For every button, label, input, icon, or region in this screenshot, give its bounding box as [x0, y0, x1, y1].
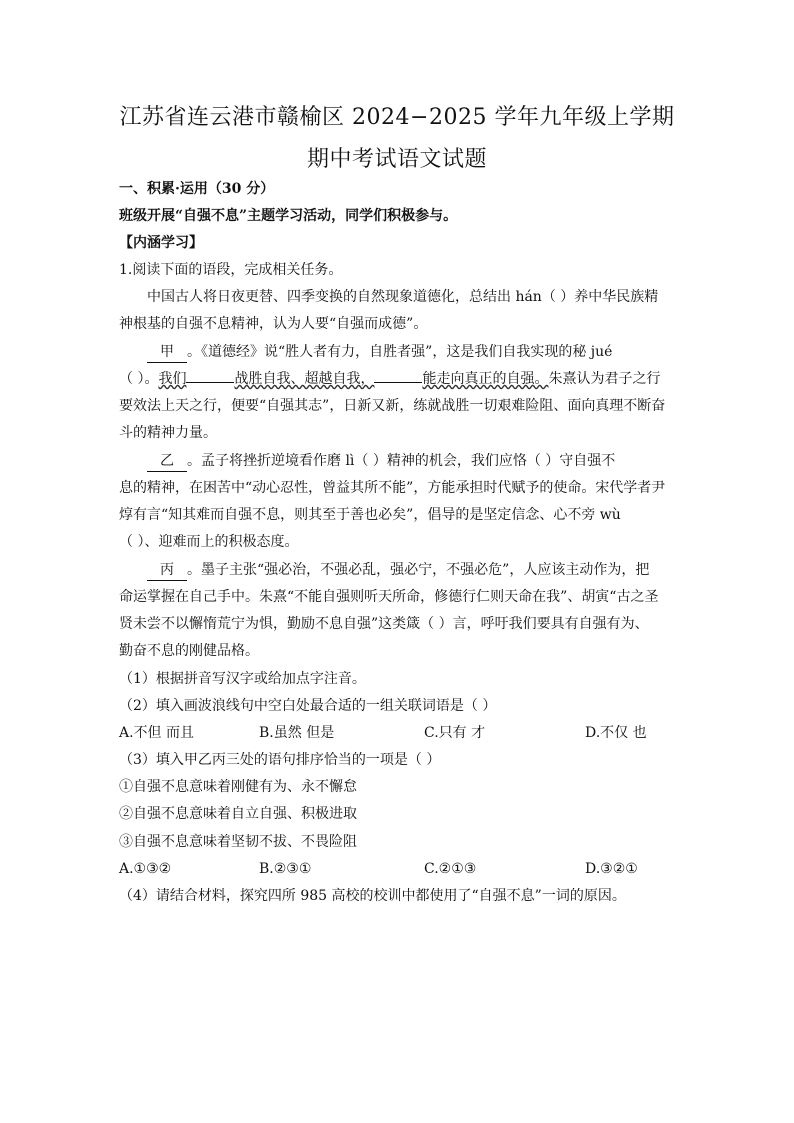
sub2-option-d[interactable]: D.不仅 也 [585, 725, 647, 741]
blank-jia[interactable]: 甲 [147, 342, 187, 363]
passage-p2-line1: 甲 。《道德经》说“胜人者有力，自胜者强”，这是我们自我实现的秘 jué [147, 342, 612, 363]
passage-p4-line2: 命运掌握在自己手中。朱熹“不能自强则听天所命，修德行仁则天命在我”、胡寅“古之圣 [119, 589, 659, 605]
wavy-sentence: 我们 战胜自我、超越自我， 能走向真正的自强。 [158, 371, 549, 387]
section-heading: 一、积累·运用（30 分） [119, 181, 275, 197]
sub-question-2: （2）填入画波浪线句中空白处最合适的一组关联词语是（ ） [119, 698, 497, 714]
question-1-intro: 1.阅读下面的语段，完成相关任务。 [119, 262, 343, 278]
passage-p4-line3: 贤未尝不以懈惰荒宁为惧，勤励不息自强”这类箴（ ）言，呼吁我们要具有自强有为、 [119, 616, 649, 632]
sub3-statement-1: ①自强不息意味着刚健有为、永不懈怠 [119, 779, 357, 795]
sub2-option-c[interactable]: C.只有 才 [424, 725, 486, 741]
passage-p2-line2: （ ）。我们 战胜自我、超越自我， 能走向真正的自强。朱熹认为君子之行 [119, 371, 661, 387]
passage-p3-line3: 焞有言“知其难而自强不息，则其至于善也必矣”，倡导的是坚定信念、心不旁 wù [119, 507, 621, 523]
sub-question-3: （3）填入甲乙丙三处的语句排序恰当的一项是（ ） [119, 752, 441, 768]
sub2-option-b[interactable]: B.虽然 但是 [259, 725, 335, 741]
passage-p2-line3: 要效法上天之行，便要“自强其志”，日新又新，练就战胜一切艰难险阻、面向真理不断奋 [119, 398, 666, 414]
exam-title-line1: 江苏省连云港市赣榆区 2024−2025 学年九年级上学期 [119, 105, 675, 130]
exam-title-line2: 期中考试语文试题 [306, 147, 487, 172]
blank-bing[interactable]: 丙 [147, 560, 187, 581]
module-heading: 【内涵学习】 [119, 235, 203, 251]
sub3-statement-3: ③自强不息意味着坚韧不拔、不畏险阻 [119, 834, 357, 850]
sub2-option-a[interactable]: A.不但 而且 [119, 725, 195, 741]
wavy-blank-1[interactable] [186, 382, 234, 383]
passage-p4-line4: 勤奋不息的刚健品格。 [119, 643, 259, 659]
sub-question-1: （1）根据拼音写汉字或给加点字注音。 [119, 671, 366, 687]
sub3-option-a[interactable]: A.①③② [119, 861, 172, 877]
activity-intro: 班级开展“自强不息”主题学习活动，同学们积极参与。 [119, 208, 458, 224]
sub3-statement-2: ②自强不息意味着自立自强、积极进取 [119, 806, 357, 822]
passage-p1-line1: 中国古人将日夜更替、四季变换的自然现象道德化，总结出 hán（ ）养中华民族精 [147, 289, 659, 305]
passage-p4-line1: 丙 。墨子主张“强必治，不强必乱，强必宁，不强必危”，人应该主动作为，把 [147, 560, 649, 581]
sub3-option-d[interactable]: D.③②① [585, 861, 638, 877]
passage-p3-line4: （ ）、迎难而上的积极态度。 [119, 534, 299, 550]
passage-p2-line4: 斗的精神力量。 [119, 425, 217, 441]
passage-p3-line2: 息的精神，在困苦中“动心忍性，曾益其所不能”，方能承担时代赋予的使命。宋代学者尹 [119, 480, 666, 496]
passage-p1-line2: 神根基的自强不息精神，认为人要“自强而成德”。 [119, 316, 428, 332]
sub3-option-b[interactable]: B.②③① [259, 861, 312, 877]
blank-yi[interactable]: 乙 [147, 451, 187, 472]
wavy-blank-2[interactable] [374, 382, 422, 383]
passage-p3-line1: 乙 。孟子将挫折逆境看作磨 lì（ ）精神的机会，我们应恪（ ）守自强不 [147, 451, 615, 472]
sub-question-4: （4）请结合材料，探究四所 985 高校的校训中都使用了“自强不息”一词的原因。 [119, 888, 626, 904]
sub3-option-c[interactable]: C.②①③ [424, 861, 477, 877]
